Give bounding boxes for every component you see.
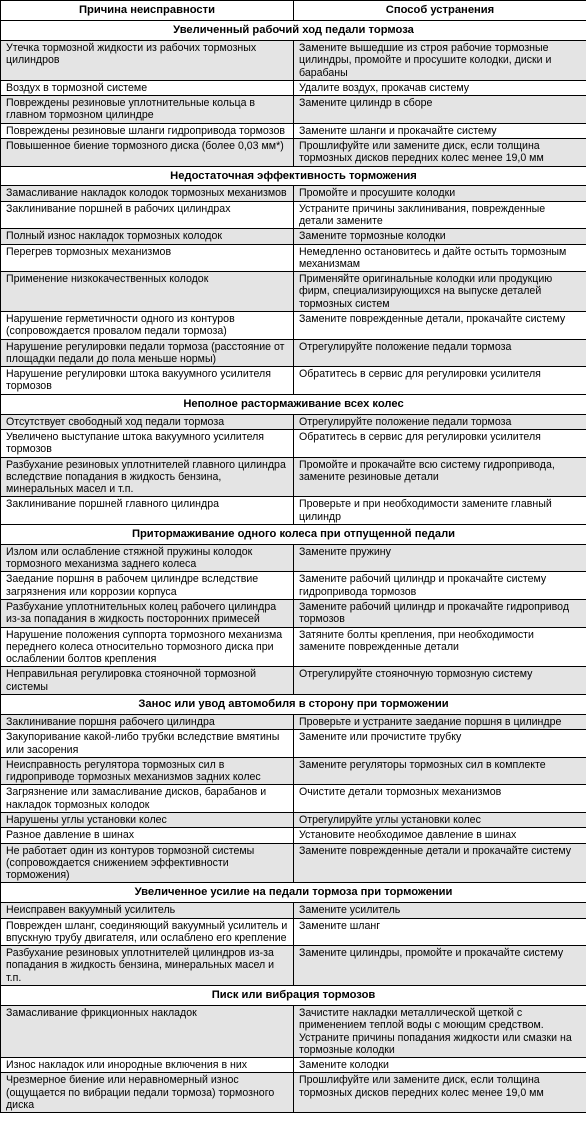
remedy-cell: Зачистите накладки металлической щеткой с применением теплой воды с моющим средством. Устраните причины попадания жидкости или смазки на тормозные колодки bbox=[294, 1006, 586, 1058]
section-title: Недостаточная эффективность торможения bbox=[1, 166, 586, 186]
table-body bbox=[1, 20, 586, 1112]
cause-cell: Нарушение герметичности одного из контуров (сопровождается провалом педали тормоза) bbox=[1, 312, 294, 340]
cause-cell: Излом или ослабление стяжной пружины колодок тормозного механизма заднего колеса bbox=[1, 544, 294, 572]
cause-cell: Разбухание уплотнительных колец рабочего цилиндра из-за попадания в жидкость посторонних примесей bbox=[1, 600, 294, 628]
remedy-cell: Замените пружину bbox=[294, 544, 586, 572]
table-row bbox=[1, 312, 586, 340]
cause-cell: Замасливание фрикционных накладок bbox=[1, 1006, 294, 1058]
remedy-cell: Отрегулируйте положение педали тормоза bbox=[294, 339, 586, 367]
remedy-cell: Замените регуляторы тормозных сил в комплекте bbox=[294, 757, 586, 785]
remedy-cell: Замените рабочий цилиндр и прокачайте гидропривод тормозов bbox=[294, 600, 586, 628]
remedy-cell: Замените колодки bbox=[294, 1058, 586, 1073]
table-row bbox=[1, 497, 586, 525]
remedy-cell: Замените цилиндр в сборе bbox=[294, 96, 586, 124]
table-row bbox=[1, 429, 586, 457]
cause-cell: Утечка тормозной жидкости из рабочих тормозных цилиндров bbox=[1, 40, 294, 80]
table-row bbox=[1, 572, 586, 600]
table-row bbox=[1, 272, 586, 312]
table-row bbox=[1, 1058, 586, 1073]
cause-cell: Неисправность регулятора тормозных сил в гидроприводе тормозных механизмов задних колес bbox=[1, 757, 294, 785]
cause-cell: Нарушены углы установки колес bbox=[1, 812, 294, 827]
header-remedy: Способ устранения bbox=[294, 1, 586, 21]
remedy-cell: Затяните болты крепления, при необходимости замените поврежденные детали bbox=[294, 627, 586, 667]
table-row bbox=[1, 600, 586, 628]
table-row bbox=[1, 946, 586, 986]
remedy-cell: Проверьте и устраните заедание поршня в цилиндре bbox=[294, 715, 586, 730]
section-title: Занос или увод автомобиля в сторону при торможении bbox=[1, 695, 586, 715]
section-header-row bbox=[1, 20, 586, 40]
remedy-cell: Применяйте оригинальные колодки или продукцию фирм, специализирующихся на выпуске деталей тормозных систем bbox=[294, 272, 586, 312]
remedy-cell: Замените шланги и прокачайте систему bbox=[294, 123, 586, 138]
table-row bbox=[1, 339, 586, 367]
remedy-cell: Замените рабочий цилиндр и прокачайте систему гидропривода тормозов bbox=[294, 572, 586, 600]
header-row bbox=[1, 1, 586, 21]
remedy-cell: Замените шланг bbox=[294, 918, 586, 946]
header-cause: Причина неисправности bbox=[1, 1, 294, 21]
table-row bbox=[1, 96, 586, 124]
table-row bbox=[1, 457, 586, 497]
remedy-cell: Установите необходимое давление в шинах bbox=[294, 828, 586, 843]
table-row bbox=[1, 544, 586, 572]
cause-cell: Повреждены резиновые уплотнительные кольца в главном тормозном цилиндре bbox=[1, 96, 294, 124]
cause-cell: Применение низкокачественных колодок bbox=[1, 272, 294, 312]
remedy-cell: Прошлифуйте или замените диск, если толщина тормозных дисков передних колес менее 19,0 мм bbox=[294, 138, 586, 166]
table-row bbox=[1, 414, 586, 429]
table-row bbox=[1, 730, 586, 758]
section-title: Увеличенное усилие на педали тормоза при торможении bbox=[1, 883, 586, 903]
remedy-cell: Устраните причины заклинивания, поврежденные детали замените bbox=[294, 201, 586, 229]
cause-cell: Разбухание резиновых уплотнителей цилиндров из-за попадания в жидкость бензина, минеральных масел и т.п. bbox=[1, 946, 294, 986]
table-row bbox=[1, 785, 586, 813]
section-title: Увеличенный рабочий ход педали тормоза bbox=[1, 20, 586, 40]
cause-cell: Не работает один из контуров тормозной системы (сопровождается снижением эффективности торможения) bbox=[1, 843, 294, 883]
table-row bbox=[1, 40, 586, 80]
table-row bbox=[1, 229, 586, 244]
section-header-row bbox=[1, 166, 586, 186]
table-row bbox=[1, 138, 586, 166]
cause-cell: Повреждены резиновые шланги гидропривода тормозов bbox=[1, 123, 294, 138]
section-header-row bbox=[1, 883, 586, 903]
cause-cell: Увеличено выступание штока вакуумного усилителя тормозов bbox=[1, 429, 294, 457]
remedy-cell: Отрегулируйте стояночную тормозную систему bbox=[294, 667, 586, 695]
table-row bbox=[1, 667, 586, 695]
remedy-cell: Отрегулируйте положение педали тормоза bbox=[294, 414, 586, 429]
remedy-cell: Замените поврежденные детали, прокачайте систему bbox=[294, 312, 586, 340]
cause-cell: Отсутствует свободный ход педали тормоза bbox=[1, 414, 294, 429]
remedy-cell: Проверьте и при необходимости замените главный цилиндр bbox=[294, 497, 586, 525]
cause-cell: Повышенное биение тормозного диска (более 0,03 мм*) bbox=[1, 138, 294, 166]
cause-cell: Износ накладок или инородные включения в них bbox=[1, 1058, 294, 1073]
table-row bbox=[1, 627, 586, 667]
cause-cell: Заедание поршня в рабочем цилиндре вследствие загрязнения или коррозии корпуса bbox=[1, 572, 294, 600]
remedy-cell: Промойте и прокачайте всю систему гидропривода, замените резиновые детали bbox=[294, 457, 586, 497]
remedy-cell: Замените цилиндры, промойте и прокачайте систему bbox=[294, 946, 586, 986]
cause-cell: Разбухание резиновых уплотнителей главного цилиндра вследствие попадания в жидкость бензина, минеральных масел и т.п. bbox=[1, 457, 294, 497]
table-row bbox=[1, 1006, 586, 1058]
remedy-cell: Обратитесь в сервис для регулировки усилителя bbox=[294, 367, 586, 395]
table-row bbox=[1, 918, 586, 946]
remedy-cell: Очистите детали тормозных механизмов bbox=[294, 785, 586, 813]
remedy-cell: Замените тормозные колодки bbox=[294, 229, 586, 244]
remedy-cell: Замените или прочистите трубку bbox=[294, 730, 586, 758]
remedy-cell: Немедленно остановитесь и дайте остыть тормозным механизмам bbox=[294, 244, 586, 272]
cause-cell: Загрязнение или замасливание дисков, барабанов и накладок тормозных колодок bbox=[1, 785, 294, 813]
table-row bbox=[1, 757, 586, 785]
remedy-cell: Прошлифуйте или замените диск, если толщина тормозных дисков передних колес менее 19,0 мм bbox=[294, 1073, 586, 1113]
cause-cell: Заклинивание поршня рабочего цилиндра bbox=[1, 715, 294, 730]
remedy-cell: Удалите воздух, прокачав систему bbox=[294, 80, 586, 95]
table-row bbox=[1, 903, 586, 918]
cause-cell: Неисправен вакуумный усилитель bbox=[1, 903, 294, 918]
cause-cell: Нарушение регулировки штока вакуумного усилителя тормозов bbox=[1, 367, 294, 395]
table-row bbox=[1, 1073, 586, 1113]
remedy-cell: Обратитесь в сервис для регулировки усилителя bbox=[294, 429, 586, 457]
section-title: Писк или вибрация тормозов bbox=[1, 986, 586, 1006]
table-row bbox=[1, 367, 586, 395]
cause-cell: Заклинивание поршней в рабочих цилиндрах bbox=[1, 201, 294, 229]
table-row bbox=[1, 244, 586, 272]
section-header-row bbox=[1, 695, 586, 715]
table-row bbox=[1, 828, 586, 843]
section-header-row bbox=[1, 524, 586, 544]
table-row bbox=[1, 186, 586, 201]
cause-cell: Замасливание накладок колодок тормозных механизмов bbox=[1, 186, 294, 201]
cause-cell: Разное давление в шинах bbox=[1, 828, 294, 843]
remedy-cell: Замените усилитель bbox=[294, 903, 586, 918]
section-header-row bbox=[1, 394, 586, 414]
cause-cell: Поврежден шланг, соединяющий вакуумный усилитель и впускную трубу двигателя, или ослаблено его крепление bbox=[1, 918, 294, 946]
table-row bbox=[1, 123, 586, 138]
remedy-cell: Промойте и просушите колодки bbox=[294, 186, 586, 201]
cause-cell: Заклинивание поршней главного цилиндра bbox=[1, 497, 294, 525]
table-row bbox=[1, 843, 586, 883]
cause-cell: Закупоривание какой-либо трубки вследствие вмятины или засорения bbox=[1, 730, 294, 758]
remedy-cell: Замените вышедшие из строя рабочие тормозные цилиндры, промойте и просушите колодки, диски и барабаны bbox=[294, 40, 586, 80]
cause-cell: Полный износ накладок тормозных колодок bbox=[1, 229, 294, 244]
table-row bbox=[1, 715, 586, 730]
table-row bbox=[1, 812, 586, 827]
section-header-row bbox=[1, 986, 586, 1006]
remedy-cell: Отрегулируйте углы установки колес bbox=[294, 812, 586, 827]
cause-cell: Перегрев тормозных механизмов bbox=[1, 244, 294, 272]
cause-cell: Нарушение положения суппорта тормозного механизма переднего колеса относительно тормозного диска при ослаблении болтов крепления bbox=[1, 627, 294, 667]
cause-cell: Чрезмерное биение или неравномерный износ (ощущается по вибрации педали тормоза) тормозного диска bbox=[1, 1073, 294, 1113]
table-row bbox=[1, 80, 586, 95]
table-row bbox=[1, 201, 586, 229]
cause-cell: Неправильная регулировка стояночной тормозной системы bbox=[1, 667, 294, 695]
cause-cell: Воздух в тормозной системе bbox=[1, 80, 294, 95]
section-title: Неполное растормаживание всех колес bbox=[1, 394, 586, 414]
section-title: Притормаживание одного колеса при отпущенной педали bbox=[1, 524, 586, 544]
cause-cell: Нарушение регулировки педали тормоза (расстояние от площадки педали до пола меньше нормы) bbox=[1, 339, 294, 367]
remedy-cell: Замените поврежденные детали и прокачайте систему bbox=[294, 843, 586, 883]
